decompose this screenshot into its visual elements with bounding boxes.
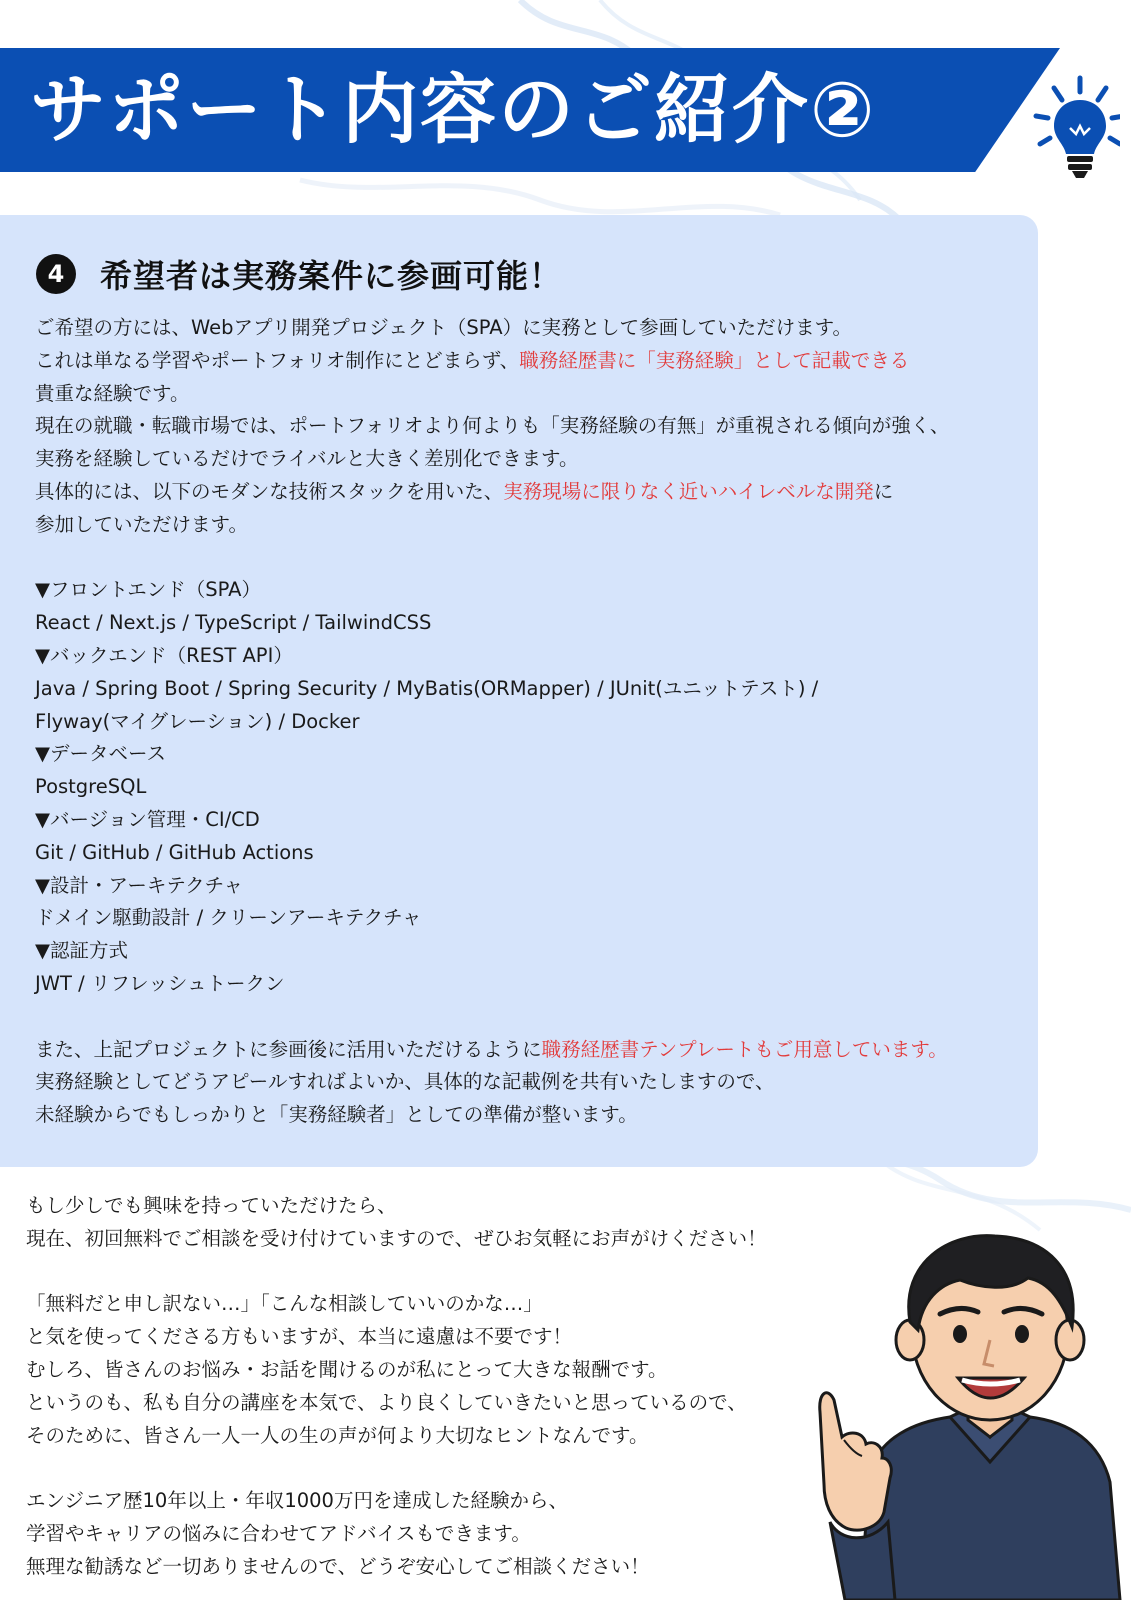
- outro-line: 実務経験としてどうアピールすればよいか、具体的な記載例を共有いたしますので、: [35, 1070, 775, 1094]
- text-line: 「無料だと申し訳ない…」「こんな相談していいのかな…」: [26, 1292, 543, 1316]
- highlight-text: 職務経歴書テンプレートもご用意しています。: [541, 1037, 948, 1061]
- text-line: むしろ、皆さんのお悩み・お話を聞けるのが私にとって大きな報酬です。: [26, 1357, 668, 1381]
- stack-item: React / Next.js / TypeScript / TailwindCSS: [35, 611, 432, 635]
- text-line: と気を使ってくださる方もいますが、本当に遠慮は不要です！: [26, 1325, 573, 1349]
- text-line: 学習やキャリアの悩みに合わせてアドバイスもできます。: [26, 1521, 531, 1545]
- intro-line: 現在の就職・転職市場では、ポートフォリオより何よりも「実務経験の有無」が重視される傾向が強く、: [35, 414, 950, 438]
- stack-item: Git / GitHub / GitHub Actions: [35, 840, 314, 864]
- card-body: [35, 312, 1025, 1132]
- text-line: そのために、皆さん一人一人の生の声が何より大切なヒントなんです。: [26, 1423, 649, 1447]
- text-line: 現在、初回無料でご相談を受け付けていますので、ぜひお気軽にお声がけください！: [26, 1226, 767, 1250]
- highlight-text: 実務現場に限りなく近いハイレベルな開発: [503, 479, 874, 503]
- stack-item: ドメイン駆動設計 / クリーンアーキテクチャ: [35, 906, 422, 930]
- consultation-text: [26, 1190, 826, 1584]
- intro-line: 具体的には、以下のモダンな技術スタックを用いた、実務現場に限りなく近いハイレベルな開発に: [35, 479, 894, 503]
- intro-line: 参加していただけます。: [35, 512, 248, 536]
- highlight-text: 職務経歴書に「実務経験」として記載できる: [519, 348, 910, 372]
- stack-heading: ▼設計・アーキテクチャ: [35, 873, 244, 897]
- number-badge: 4: [36, 254, 76, 294]
- page-title: サポート内容のご紹介②: [30, 65, 877, 154]
- text-line: というのも、私も自分の講座を本気で、より良くしていきたいと思っているので、: [26, 1390, 747, 1414]
- stack-heading: ▼フロントエンド（SPA）: [35, 578, 261, 602]
- outro-line: 未経験からでもしっかりと「実務経験者」としての準備が整います。: [35, 1103, 638, 1127]
- stack-item: Java / Spring Boot / Spring Security / MyBatis(ORMapper) / JUnit(ユニットテスト) /: [35, 676, 819, 700]
- card-title: 希望者は実務案件に参画可能！: [100, 257, 563, 295]
- stack-heading: ▼認証方式: [35, 939, 128, 963]
- stack-heading: ▼バックエンド（REST API）: [35, 643, 293, 667]
- text-line: エンジニア歴10年以上・年収1000万円を達成した経験から、: [26, 1489, 568, 1513]
- stack-item: Flyway(マイグレーション) / Docker: [35, 709, 360, 733]
- text-line: もし少しでも興味を持っていただけたら、: [26, 1194, 397, 1217]
- stack-item: PostgreSQL: [35, 775, 147, 799]
- stack-heading: ▼バージョン管理・CI/CD: [35, 807, 260, 831]
- lightbulb-icon: [1030, 72, 1120, 182]
- intro-line: 貴重な経験です。: [35, 381, 190, 405]
- intro-line: 実務を経験しているだけでライバルと大きく差別化できます。: [35, 447, 579, 471]
- card-header: [36, 250, 562, 298]
- intro-line: これは単なる学習やポートフォリオ制作にとどまらず、職務経歴書に「実務経験」として記載できる: [35, 348, 910, 372]
- stack-heading: ▼データベース: [35, 742, 167, 766]
- person-illustration: [800, 1222, 1130, 1600]
- outro-line: また、上記プロジェクトに参画後に活用いただけるように職務経歴書テンプレートもご用意しています。: [35, 1037, 948, 1061]
- text-line: 無理な勧誘など一切ありませんので、どうぞ安心してご相談ください！: [26, 1554, 650, 1578]
- intro-line: ご希望の方には、Webアプリ開発プロジェクト（SPA）に実務として参画していただけます。: [35, 316, 853, 339]
- stack-item: JWT / リフレッシュトークン: [35, 971, 285, 995]
